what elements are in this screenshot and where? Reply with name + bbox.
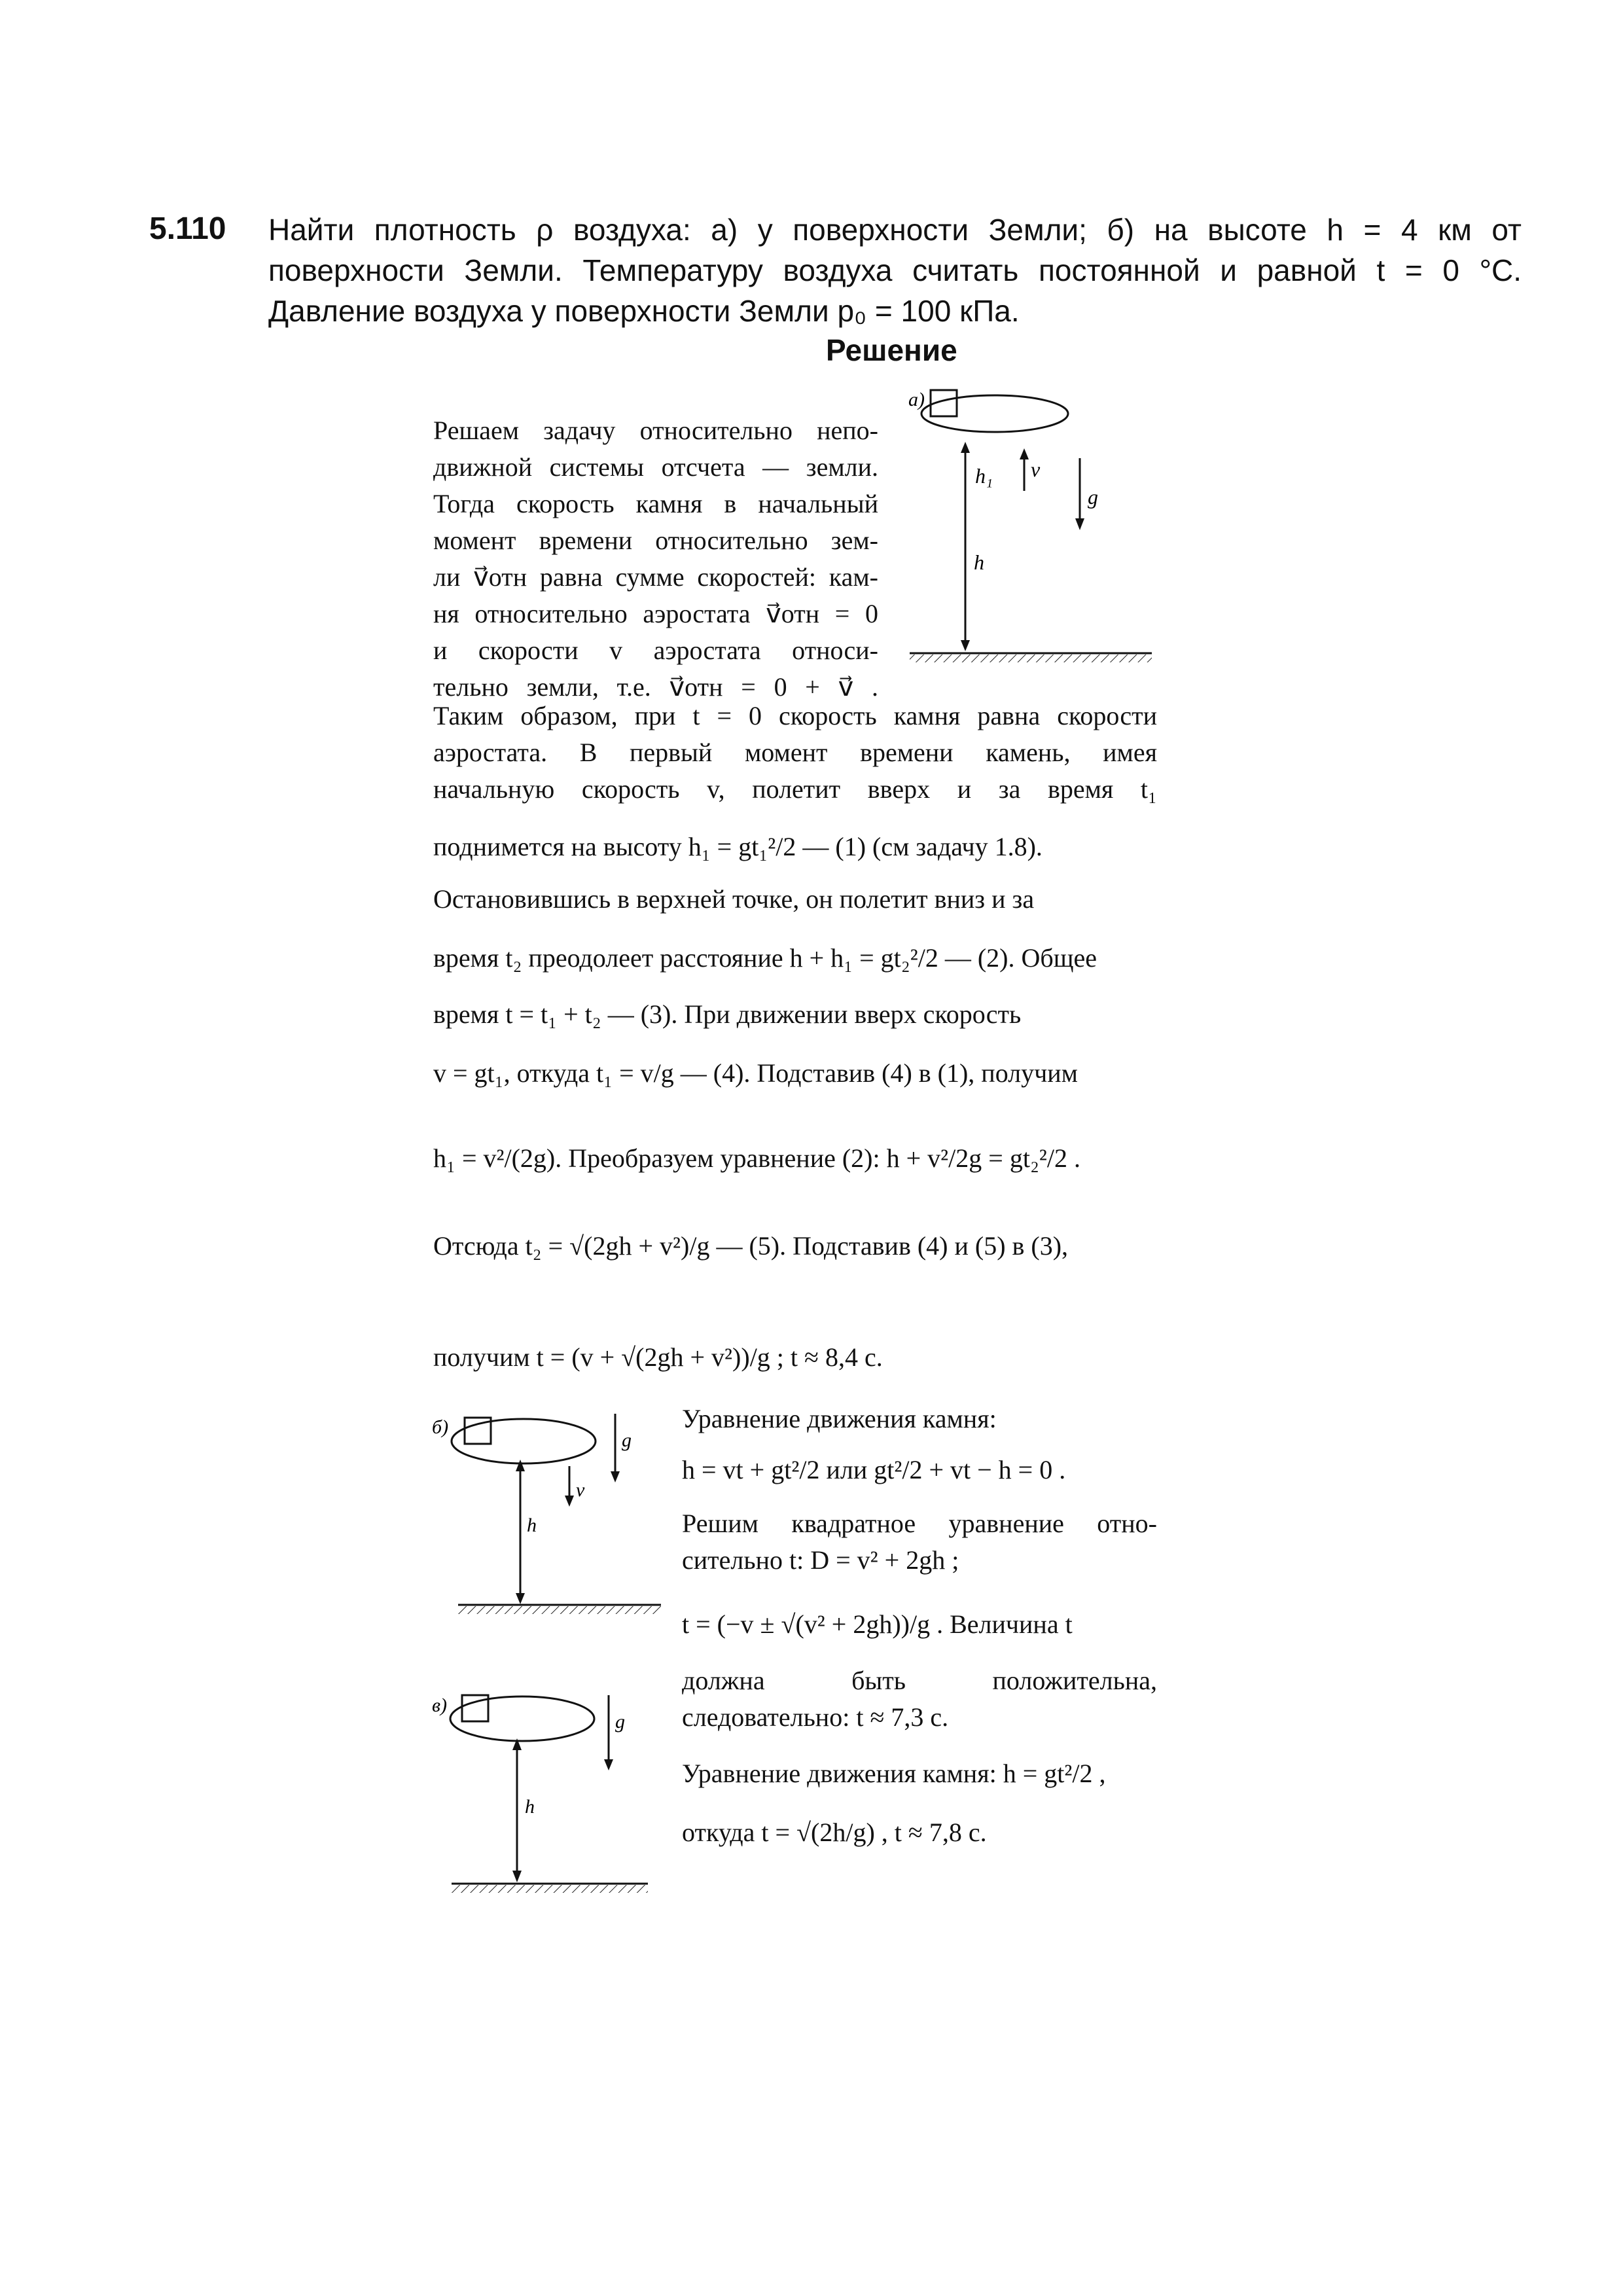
- part-b-line-4: сительно t: D = v² + 2gh ;: [682, 1545, 959, 1575]
- part-a-line-17: h₁ = v²/(2g). Преобразуем уравнение (2): h + v²/2g = gt₂²/2 .: [433, 1143, 1081, 1173]
- part-a-line-4: момент времени относительно зем-: [433, 526, 878, 555]
- problem-number: 5.110: [149, 211, 226, 246]
- fig-b-h-arrowhead-bottom: [516, 1593, 525, 1604]
- part-a-line-6: ня относительно аэростата v⃗отн = 0: [433, 599, 878, 628]
- part-a-line-13: Остановившись в верхней точке, он полетит вниз и за: [433, 884, 1035, 914]
- fig-b-g-label: g⃗: [622, 1429, 647, 1451]
- fig-a-label: а): [908, 389, 925, 410]
- fig-a-g-arrowhead: [1075, 518, 1084, 530]
- fig-a-h-label: h: [974, 550, 984, 574]
- fig-a-h1-label: h₁: [975, 464, 993, 488]
- fig-a-v-label: v⃗: [1031, 457, 1057, 481]
- part-a-line-14: время t₂ преодолеет расстояние h + h₁ = gt₂²/2 — (2). Общее: [433, 943, 1097, 973]
- problem-line-3: Давление воздуха у поверхности Земли p₀ = 100 кПа.: [268, 294, 1020, 328]
- solution-heading: Решение: [826, 333, 957, 367]
- fig-c-h-label: h: [525, 1796, 535, 1818]
- part-a-line-12: поднимется на высоту h₁ = gt₁²/2 — (1) (см задачу 1.8).: [433, 832, 1043, 861]
- fig-c-label: в): [432, 1695, 448, 1716]
- part-b-text-2: [682, 1505, 1157, 1579]
- part-a-narrow-text: [433, 412, 878, 706]
- part-a-line-3: Тогда скорость камня в начальный: [433, 489, 878, 518]
- fig-a-h-arrowhead: [961, 640, 970, 651]
- part-a-line-18: Отсюда t₂ = √(2gh + v²)/g — (5). Подставив (4) и (5) в (3),: [433, 1231, 1069, 1261]
- fig-b-label: б): [432, 1416, 449, 1438]
- problem-statement: [268, 209, 1522, 331]
- fig-a-v-arrowhead: [1020, 448, 1029, 459]
- part-b-text-3: [682, 1662, 1157, 1736]
- fig-a-g-label: g⃗: [1088, 485, 1115, 509]
- part-a-wide-text: [433, 698, 1157, 808]
- part-a-line-8: тельно земли, т.е. v⃗отн = 0 + v⃗ .: [433, 672, 878, 702]
- part-a-line-16: v = gt₁, откуда t₁ = v/g — (4). Подставив (4) в (1), получим: [433, 1058, 1078, 1088]
- part-c-line-2: откуда t = √(2h/g) , t ≈ 7,8 с.: [682, 1818, 987, 1847]
- fig-b-v-label: v⃗: [576, 1479, 600, 1501]
- fig-b-balloon: [452, 1419, 596, 1463]
- fig-b-h-label: h: [527, 1515, 537, 1536]
- fig-b-ground-hatch: [458, 1606, 661, 1614]
- fig-b-v-arrowhead: [565, 1496, 574, 1507]
- part-a-line-1: Решаем задачу относительно непо-: [433, 416, 878, 445]
- part-b-line-2: h = vt + gt²/2 или gt²/2 + vt − h = 0 .: [682, 1455, 1066, 1484]
- part-a-line-7: и скорости v аэростата относи-: [433, 636, 878, 665]
- figure-b: [419, 1394, 668, 1630]
- figure-a: [890, 373, 1165, 674]
- problem-line-1: Найти плотность ρ воздуха: а) у поверхности Земли; б) на высоте h = 4 км от: [268, 213, 1522, 247]
- fig-a-balloon: [921, 395, 1068, 432]
- part-a-line-5: ли v⃗отн равна сумме скоростей: кам-: [433, 562, 878, 592]
- part-a-line-11: начальную скорость v, полетит вверх и за время t₁: [433, 774, 1157, 804]
- part-b-line-7: следовательно: t ≈ 7,3 с.: [682, 1702, 949, 1732]
- part-a-line-9: Таким образом, при t = 0 скорость камня равна скорости: [433, 701, 1157, 730]
- figure-c: [419, 1676, 668, 1911]
- part-b-line-3: Решим квадратное уравнение отно-: [682, 1509, 1157, 1538]
- fig-c-balloon: [450, 1696, 594, 1741]
- part-b-line-5: t = (−v ± √(v² + 2gh))/g . Величина t: [682, 1609, 1073, 1639]
- part-a-line-10: аэростата. В первый момент времени камень, имея: [433, 738, 1157, 767]
- fig-c-g-arrowhead: [604, 1759, 613, 1770]
- part-c-line-1: Уравнение движения камня: h = gt²/2 ,: [682, 1759, 1106, 1788]
- part-a-line-15: время t = t₁ + t₂ — (3). При движении вверх скорость: [433, 999, 1022, 1029]
- part-b-line-1: Уравнение движения камня:: [682, 1404, 997, 1433]
- part-a-line-2: движной системы отсчета — земли.: [433, 452, 878, 482]
- fig-c-ground-hatch: [452, 1885, 648, 1893]
- fig-c-h-arrowhead-bottom: [512, 1871, 522, 1882]
- fig-a-ground-hatch: [910, 655, 1152, 662]
- part-b-line-6: должна быть положительна,: [682, 1666, 1157, 1695]
- fig-c-g-label: g⃗: [615, 1711, 641, 1732]
- part-b-text: [682, 1401, 1157, 1437]
- fig-a-h1-arrowhead-up: [961, 442, 970, 453]
- fig-b-h-arrowhead-top: [516, 1460, 525, 1471]
- part-a-line-19: получим t = (v + √(2gh + v²))/g ; t ≈ 8,4 с.: [433, 1342, 883, 1372]
- fig-b-g-arrowhead: [611, 1471, 620, 1482]
- problem-line-2: поверхности Земли. Температуру воздуха считать постоянной и равной t = 0 °С.: [268, 253, 1522, 287]
